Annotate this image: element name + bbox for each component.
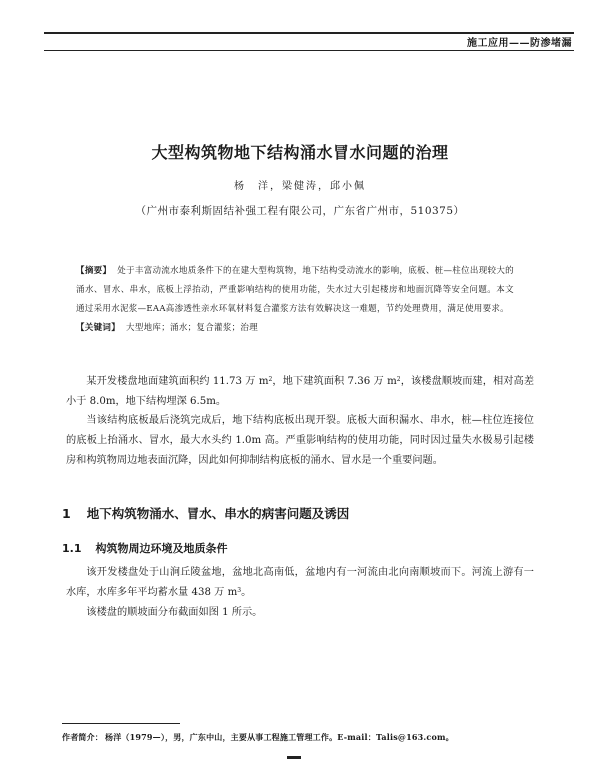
p1-sup-b: 2 [396,376,401,383]
keywords-text: 大型地库；涌水；复合灌浆；治理 [126,323,259,333]
section-number: 1 [62,506,71,521]
section-title: 地下构筑物涌水、冒水、串水的病害问题及诱因 [86,506,350,521]
running-head: 施工应用——防渗堵漏 [467,38,572,49]
subsection-number: 1.1 [62,542,82,555]
abstract-text: 处于丰富动流水地质条件下的在建大型构筑物，地下结构受动流水的影响，底板、桩—柱位出现较大的涌水、冒水、串水，底板上浮抬动，严重影响结构的使用功能，失水过大引起楼房和地面沉降等安全问题。本文通过采用水泥浆—EAA高渗透性亲水环氧材料复合灌浆方法有效解决这一难题，节约处理费用，满足使用要求。 [76,266,514,314]
keywords [76,319,514,338]
p3-text-a: 该开发楼盘处于山涧丘陵盆地，盆地北高南低，盆地内有一河流由北向南顺坡而下。河流上游有一水库，水库多年平均蓄水量 438 万 m [66,567,534,598]
keywords-label: 【关键词】 [76,323,121,333]
p1-sup-a: 2 [268,376,273,383]
footnote-rule [62,723,180,724]
paragraph-figure-ref [66,603,534,623]
section-heading-1 [62,504,349,522]
subsection-title: 构筑物周边环境及地质条件 [95,542,228,555]
authors: 杨 洋，梁健涛，邱小佩 [234,181,366,192]
footnote [62,732,454,743]
footnote-text: 杨洋（1979—），男，广东中山，主要从事工程施工管理工作。E-mail：Talis@163.com。 [105,732,454,742]
paragraph-problem [66,411,534,471]
p4-text: 该楼盘的顺坡面分布截面如图 1 所示。 [86,607,263,618]
p2-text: 当该结构底板最后浇筑完成后，地下结构底板出现开裂。底板大面积漏水、串水，桩—柱位连接位的底板上抬涌水、冒水，最大水头约 1.0m 高。严重影响结构的使用功能，同时因过量失水极易引起楼房和构筑物周边地表面沉降，因此如何抑制结构底板的涌水、冒水是一个重要问题。 [66,415,534,466]
paper-title: 大型构筑物地下结构涌水冒水问题的治理 [151,143,449,162]
affiliation: （广州市泰利斯固结补强工程有限公司，广东省广州市，510375） [135,205,465,217]
p3-sup: 3 [237,587,242,594]
footnote-label: 作者简介： [62,732,103,742]
p1-text-b: ，地下建筑面积 7.36 万 m [272,376,397,387]
page-number-fragment [287,756,301,759]
abstract-label: 【摘要】 [76,266,112,276]
p1-text-c: ，该楼盘顺坡而建，相对高差小于 8.0m，地下结构埋深 6.5m。 [66,376,535,407]
p3-text-b: 。 [241,587,252,598]
abstract [76,262,514,319]
abstract-block [76,262,514,338]
subsection-heading-1-1 [62,540,228,556]
p1-text-a: 某开发楼盘地面建筑面积约 11.73 万 m [86,376,269,387]
header-rule-bottom [44,50,574,51]
paragraph-intro [66,372,534,412]
paragraph-environment [66,563,534,603]
